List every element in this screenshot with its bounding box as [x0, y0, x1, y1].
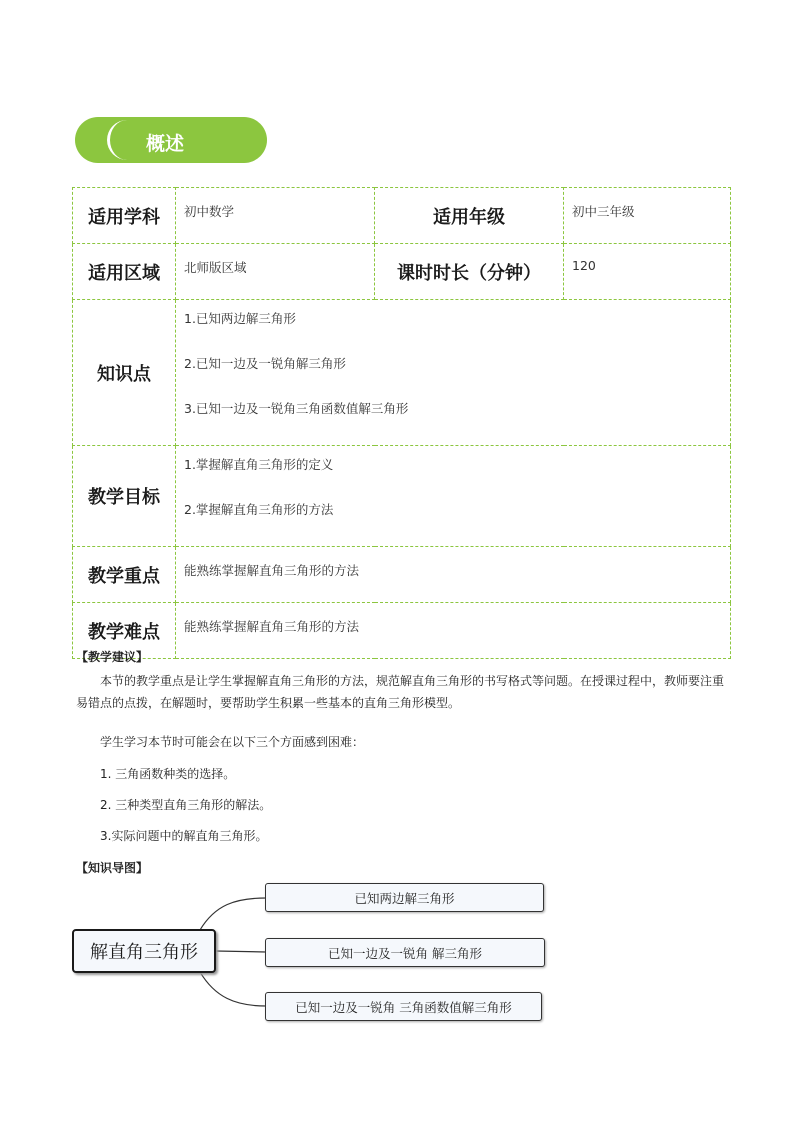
knowledge-label: 知识点 [73, 300, 176, 446]
suggestion-paragraph: 本节的教学重点是让学生掌握解直角三角形的方法，规范解直角三角形的书写格式等问题。在授课过程中，教师要注重易错点的点拨，在解题时，要帮助学生积累一些基本的直角三角形模型。 [76, 674, 725, 710]
knowledge-item: 3.已知一边及一锐角三角函数值解三角形 [184, 401, 409, 416]
knowledge-item: 1.已知两边解三角形 [184, 311, 296, 326]
duration-value: 120 [564, 244, 731, 300]
mindmap-branch: 已知一边及一锐角 三角函数值解三角形 [265, 992, 542, 1021]
mindmap-heading: 【知识导图】 [76, 861, 149, 875]
region-value: 北师版区域 [176, 244, 375, 300]
suggestion-heading: 【教学建议】 [76, 650, 149, 664]
difficulty-label: 教学难点 [73, 603, 176, 659]
goal-label: 教学目标 [73, 446, 176, 547]
duration-label: 课时时长（分钟） [375, 244, 564, 300]
suggestion-intro: 学生学习本节时可能会在以下三个方面感到困难： [100, 735, 365, 749]
mindmap-branch: 已知两边解三角形 [265, 883, 544, 912]
subject-label: 适用学科 [73, 188, 176, 244]
difficulty-value: 能熟练掌握解直角三角形的方法 [176, 603, 731, 659]
difficulty-item: 2. 三种类型直角三角形的解法。 [100, 798, 272, 812]
mindmap-root: 解直角三角形 [72, 929, 216, 973]
grade-value: 初中三年级 [564, 188, 731, 244]
subject-value: 初中数学 [176, 188, 375, 244]
goal-item: 1.掌握解直角三角形的定义 [184, 457, 334, 472]
goal-item: 2.掌握解直角三角形的方法 [184, 502, 334, 517]
knowledge-item: 2.已知一边及一锐角解三角形 [184, 356, 346, 371]
focus-label: 教学重点 [73, 547, 176, 603]
region-label: 适用区域 [73, 244, 176, 300]
difficulty-item: 3.实际问题中的解直角三角形。 [100, 829, 268, 843]
difficulty-item: 1. 三角函数种类的选择。 [100, 767, 236, 781]
grade-label: 适用年级 [375, 188, 564, 244]
section-title: 概述 [146, 133, 185, 155]
mindmap-branch: 已知一边及一锐角 解三角形 [265, 938, 545, 967]
focus-value: 能熟练掌握解直角三角形的方法 [176, 547, 731, 603]
